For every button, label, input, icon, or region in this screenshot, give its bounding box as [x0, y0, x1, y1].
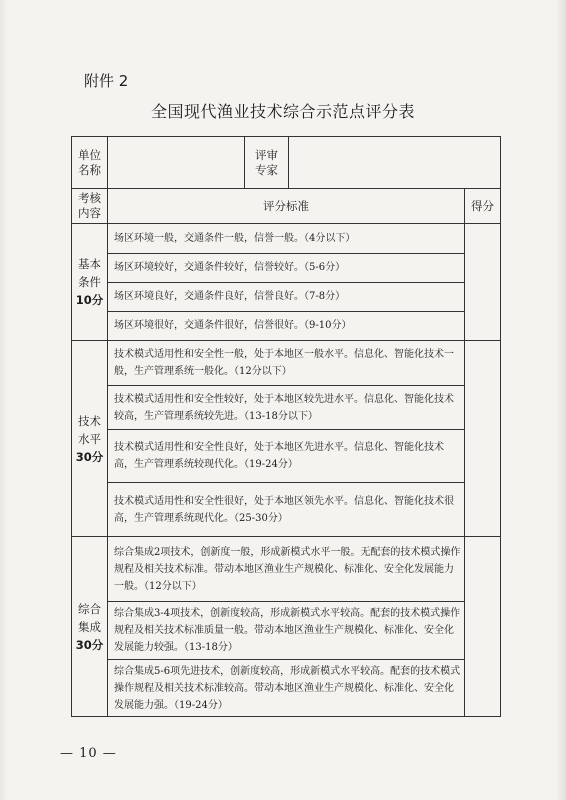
criteria-cell: 技术模式适用性和安全性很好，处于本地区领先水平。信息化、智能化技术很高，生产管理系统现代化。（25-30分）	[108, 483, 465, 537]
table-row	[72, 660, 501, 717]
category-integration	[72, 537, 108, 717]
criteria-cell: 综合集成3-4项技术，创新度较高，形成新模式水平较高。配套的技术模式操作规程及相关技术标准质量一般。带动本地区渔业生产规模化、标准化、安全化发展能力较强。（13-18分）	[108, 602, 465, 660]
score-cell-integration	[465, 537, 501, 717]
criteria-cell: 技术模式适用性和安全性一般，处于本地区一般水平。信息化、智能化技术一般，生产管理系统一般化。（12分以下）	[108, 341, 465, 386]
category-label: 综合 集成	[78, 601, 101, 634]
category-basic-conditions	[72, 224, 108, 341]
table-row	[72, 254, 501, 283]
page-number: — 10 —	[60, 746, 117, 761]
criteria-cell: 场区环境较好，交通条件较好，信誉较好。（5-6分）	[108, 254, 465, 283]
table-row	[72, 430, 501, 483]
table-row	[72, 224, 501, 254]
table-row	[72, 537, 501, 602]
score-header: 得分	[465, 189, 501, 224]
header-row-columns	[72, 189, 501, 224]
category-label: 基本 条件	[78, 257, 101, 289]
criteria-header: 评分标准	[108, 189, 465, 224]
criteria-cell: 技术模式适用性和安全性良好，处于本地区先进水平。信息化、智能化技术高，生产管理系统较现代化。（19-24分）	[108, 430, 465, 483]
score-cell-basic	[465, 224, 501, 341]
criteria-cell: 综合集成2项技术，创新度一般，形成新模式水平一般。无配套的技术模式操作规程及相关技术标准。带动本地区渔业生产规模化、标准化、安全化发展能力一般。（12分以下）	[108, 537, 465, 602]
category-points: 10分	[75, 293, 104, 307]
table-row	[72, 602, 501, 660]
criteria-cell: 综合集成5-6项先进技术，创新度较高，形成新模式水平较高。配套的技术模式操作规程及相关技术标准较高。带动本地区渔业生产规模化、标准化、安全化发展能力强。（19-24分）	[108, 660, 465, 717]
table-row	[72, 283, 501, 312]
unit-name-label: 单位 名称	[72, 137, 108, 189]
criteria-cell: 场区环境良好，交通条件良好，信誉良好。（7-8分）	[108, 283, 465, 312]
category-points: 30分	[75, 637, 104, 652]
table-row	[72, 386, 501, 430]
header-row-unit	[72, 137, 501, 189]
table-row	[72, 483, 501, 537]
category-technical-level	[72, 341, 108, 537]
category-label: 技术 水平	[78, 413, 101, 446]
unit-name-value	[108, 137, 245, 189]
criteria-cell: 场区环境很好，交通条件很好，信誉很好。（9-10分）	[108, 312, 465, 341]
assessment-content-label: 考核 内容	[72, 189, 108, 224]
score-cell-technical	[465, 341, 501, 537]
scoring-table	[71, 136, 501, 717]
table-row	[72, 341, 501, 386]
reviewer-label: 评审 专家	[245, 137, 289, 189]
table-row	[72, 312, 501, 341]
attachment-label: 附件 2	[84, 72, 129, 90]
criteria-cell: 场区环境一般，交通条件一般，信誉一般。（4分以下）	[108, 224, 465, 254]
reviewer-value	[289, 137, 501, 189]
criteria-cell: 技术模式适用性和安全性较好，处于本地区较先进水平。信息化、智能化技术较高，生产管理系统较先进。（13-18分以下）	[108, 386, 465, 430]
category-points: 30分	[75, 449, 104, 464]
document-title: 全国现代渔业技术综合示范点评分表	[150, 102, 415, 121]
